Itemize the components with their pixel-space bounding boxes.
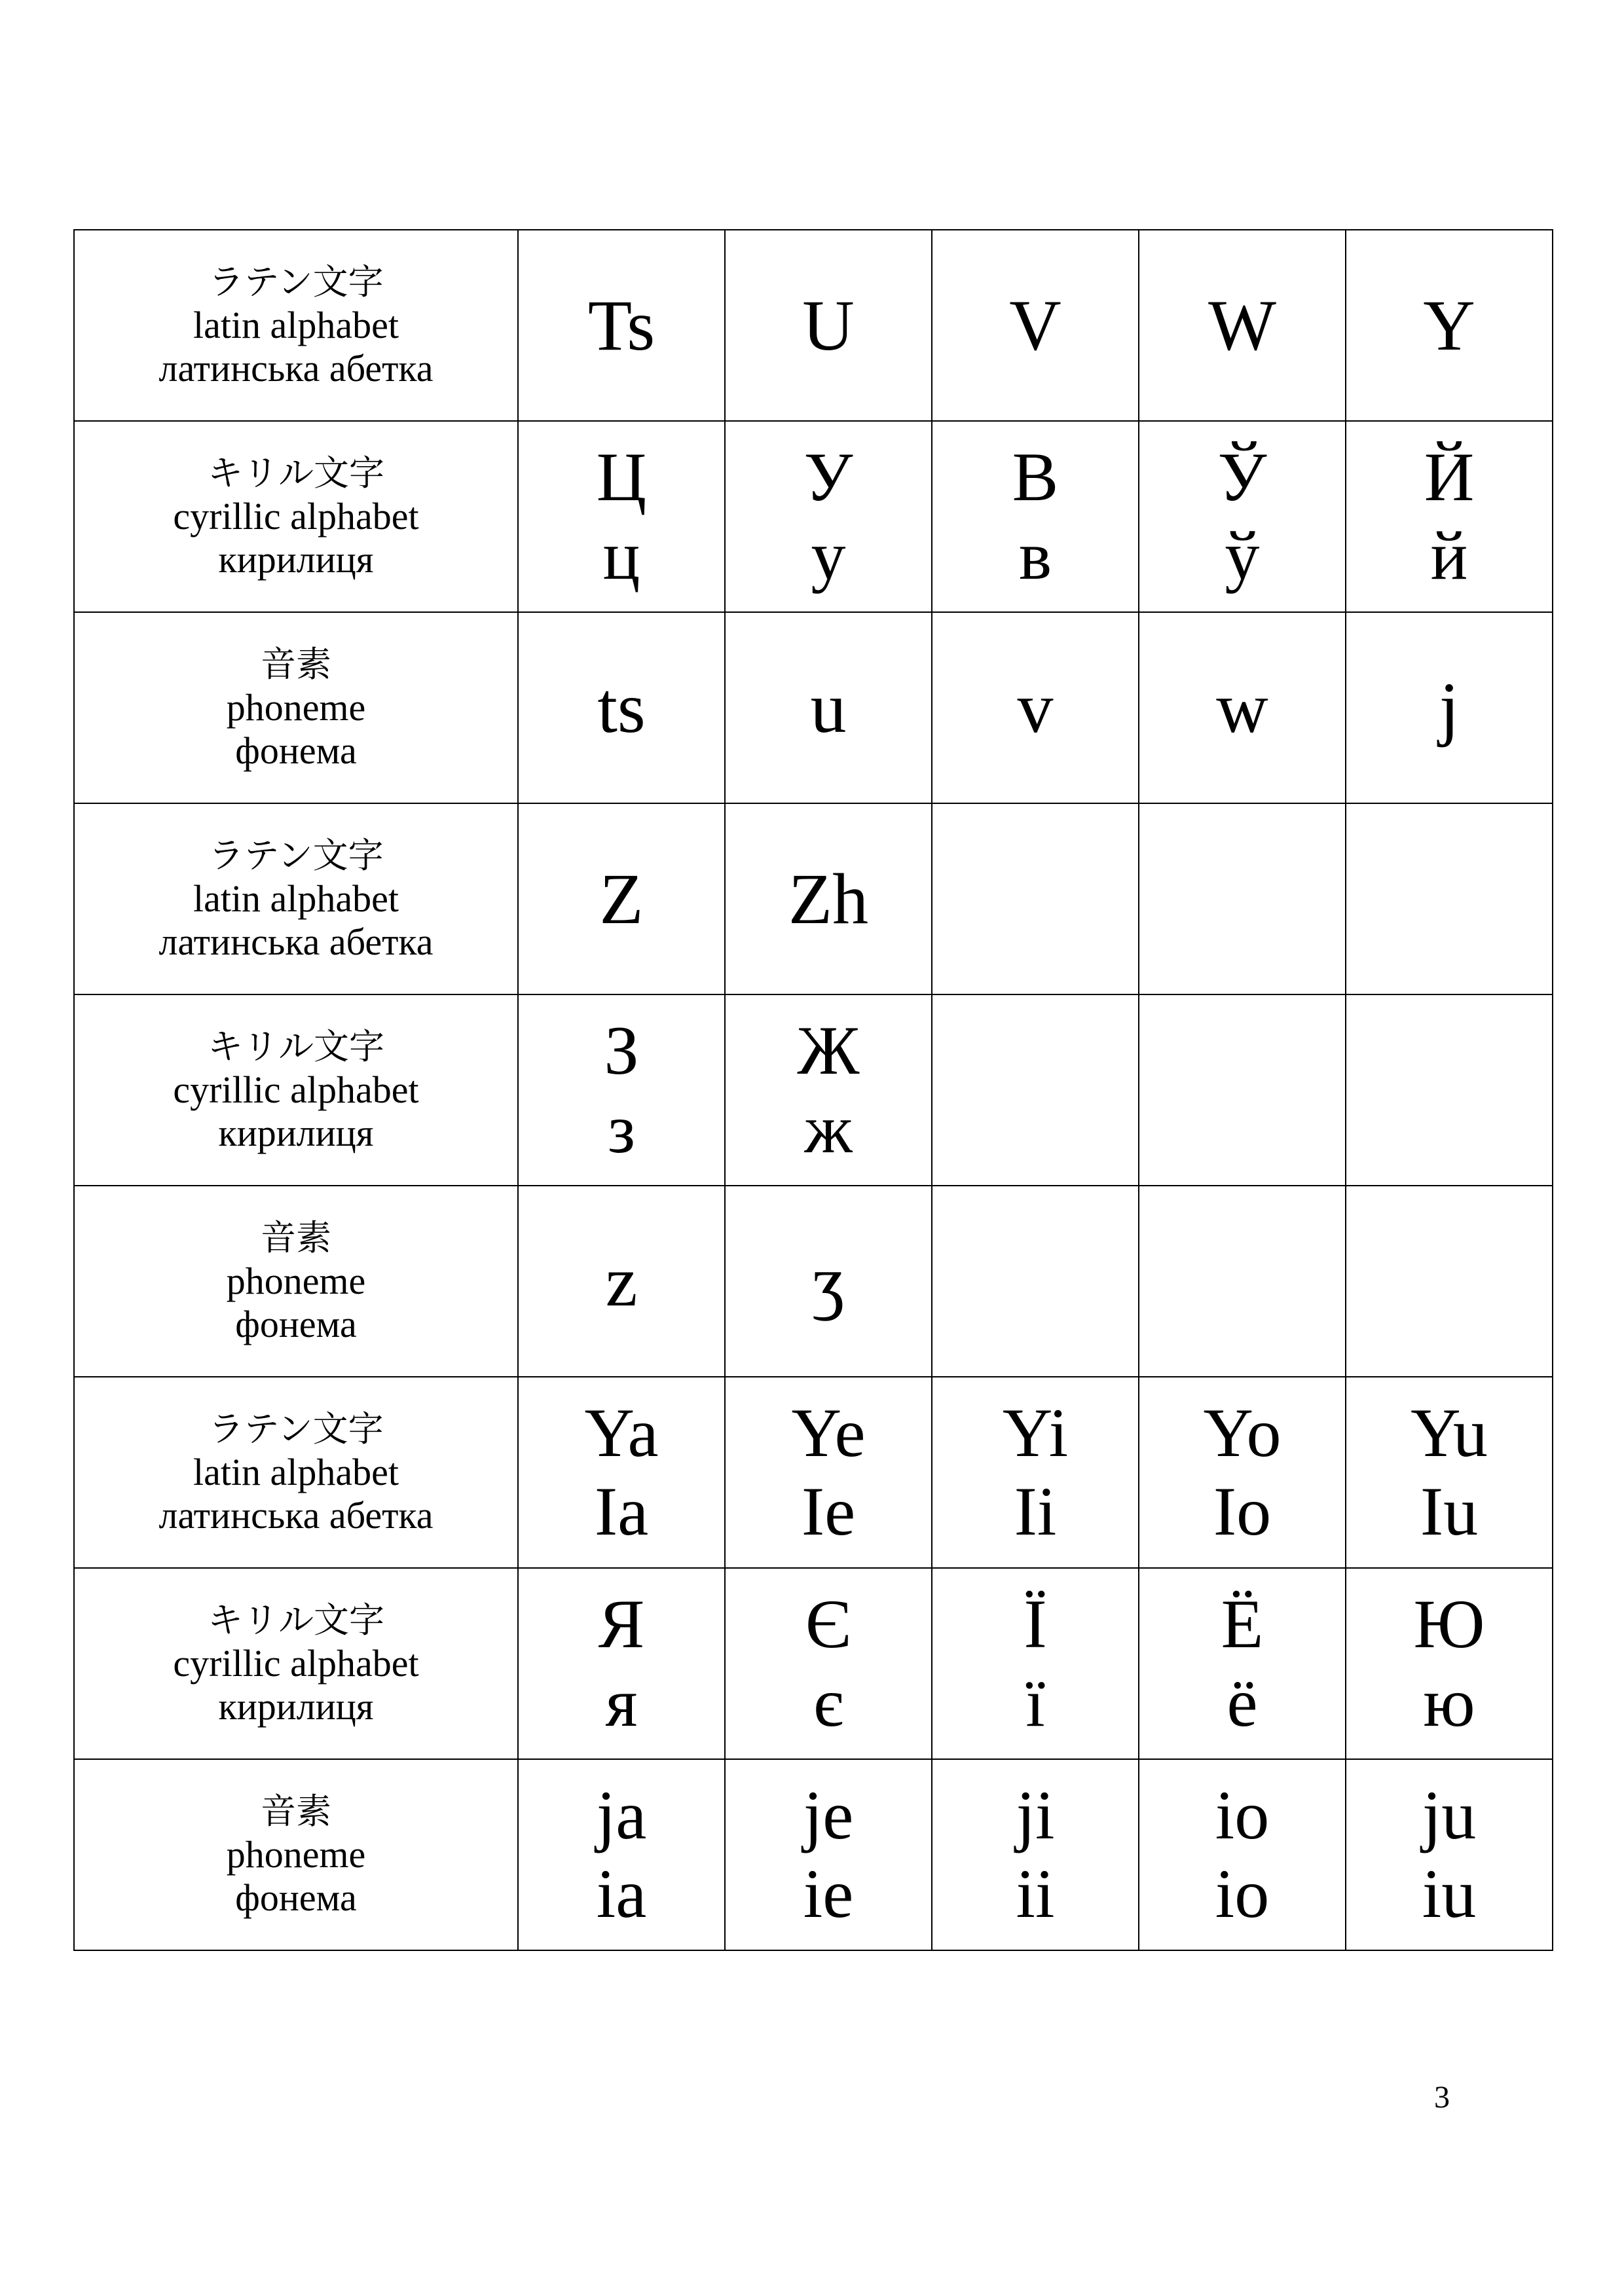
table-cell	[725, 230, 932, 421]
cell-text: w	[1216, 668, 1268, 748]
cell-text: з	[608, 1091, 635, 1167]
cell-text: ju	[1422, 1777, 1477, 1853]
table-cell	[518, 1568, 725, 1759]
table-cell	[725, 1568, 932, 1759]
cell-text: Ї	[1024, 1586, 1047, 1662]
table-cell	[932, 1186, 1139, 1377]
cell-text: Ё	[1221, 1586, 1264, 1662]
table-cell	[725, 1377, 932, 1568]
row-label-latin	[74, 230, 518, 421]
cell-text: Yi	[1002, 1394, 1069, 1471]
cell-text: ie	[803, 1855, 854, 1932]
row-label-line: фонема	[235, 1876, 357, 1919]
row-label-cyrillic	[74, 1568, 518, 1759]
row-label-cyrillic	[74, 994, 518, 1186]
table-cell	[518, 994, 725, 1186]
table-cell	[725, 803, 932, 994]
table-cell	[1139, 1186, 1346, 1377]
row-label-line: кирилиця	[218, 538, 374, 581]
cell-text: ї	[1025, 1664, 1045, 1741]
cell-text: W	[1208, 285, 1276, 365]
cell-text: ii	[1016, 1855, 1055, 1932]
row-label-line: cyrillic alphabet	[173, 1642, 419, 1685]
table-cell	[1139, 994, 1346, 1186]
cell-text: ia	[596, 1855, 647, 1932]
cell-text: Io	[1213, 1473, 1272, 1550]
table-cell	[1346, 803, 1553, 994]
table-cell	[518, 1186, 725, 1377]
row-label-line: latin alphabet	[193, 877, 399, 920]
cell-text: Ж	[797, 1012, 860, 1089]
table-row	[74, 230, 1553, 421]
table-cell	[1346, 230, 1553, 421]
table-row	[74, 994, 1553, 1186]
table-cell	[1139, 1759, 1346, 1950]
cell-text: Ii	[1014, 1473, 1057, 1550]
cell-text: U	[802, 285, 855, 365]
table-cell	[932, 803, 1139, 994]
cell-text: iu	[1422, 1855, 1477, 1932]
row-label-line: latin alphabet	[193, 1451, 399, 1493]
row-label-line: латинська абетка	[158, 920, 434, 963]
cell-text: je	[803, 1777, 854, 1853]
cell-text: ʒ	[812, 1241, 845, 1321]
row-label-line: кирилиця	[218, 1112, 374, 1154]
cell-text: z	[605, 1241, 638, 1321]
row-label-phoneme	[74, 1186, 518, 1377]
table-row	[74, 1568, 1553, 1759]
cell-text: Y	[1423, 285, 1475, 365]
cell-text: Iu	[1420, 1473, 1479, 1550]
table-row	[74, 1186, 1553, 1377]
cell-text: ю	[1423, 1664, 1475, 1741]
row-label-line: 音素	[261, 1791, 331, 1832]
table-cell	[1139, 803, 1346, 994]
cell-text: Zh	[788, 859, 869, 939]
row-label-line: латинська абетка	[158, 1494, 434, 1537]
row-label-line: кирилиця	[218, 1685, 374, 1728]
cell-text: Ю	[1413, 1586, 1485, 1662]
table-cell	[725, 1759, 932, 1950]
cell-text: V	[1009, 285, 1061, 365]
table-cell	[518, 1759, 725, 1950]
cell-text: io	[1215, 1777, 1270, 1853]
table-cell	[1139, 1568, 1346, 1759]
table-cell	[1346, 612, 1553, 803]
table-cell	[518, 230, 725, 421]
table-cell	[1139, 1377, 1346, 1568]
table-cell	[725, 421, 932, 612]
cell-text: Я	[598, 1586, 645, 1662]
cell-text: Ц	[596, 439, 647, 515]
table-cell	[518, 421, 725, 612]
row-label-line: ラテン文字	[208, 835, 384, 876]
cell-text: ja	[596, 1777, 647, 1853]
table-cell	[932, 421, 1139, 612]
cell-text: ж	[804, 1091, 853, 1167]
row-label-line: phoneme	[226, 686, 366, 729]
table-row	[74, 1377, 1553, 1568]
row-label-phoneme	[74, 1759, 518, 1950]
row-label-line: фонема	[235, 1303, 357, 1345]
cell-text: ў	[1225, 517, 1260, 594]
row-label-line: phoneme	[226, 1833, 366, 1876]
row-label-line: 音素	[261, 1217, 331, 1258]
row-label-line: キリル文字	[208, 1599, 384, 1641]
row-label-line: фонема	[235, 729, 357, 772]
table-cell	[725, 994, 932, 1186]
row-label-latin	[74, 1377, 518, 1568]
table-cell	[1139, 612, 1346, 803]
cell-text: j	[1439, 668, 1460, 748]
table-cell	[932, 1759, 1139, 1950]
table-cell	[518, 1377, 725, 1568]
cell-text: я	[605, 1664, 638, 1741]
cell-text: ts	[597, 668, 646, 748]
row-label-line: phoneme	[226, 1260, 366, 1302]
cell-text: є	[813, 1664, 843, 1741]
alphabet-table	[73, 229, 1553, 1951]
table-row	[74, 612, 1553, 803]
cell-text: v	[1017, 668, 1054, 748]
cell-text: З	[604, 1012, 639, 1089]
alphabet-table-body	[74, 230, 1553, 1950]
cell-text: Ia	[594, 1473, 649, 1550]
row-label-line: キリル文字	[208, 452, 384, 494]
cell-text: Й	[1424, 439, 1475, 515]
table-cell	[932, 1568, 1139, 1759]
table-cell	[1346, 994, 1553, 1186]
row-label-line: латинська абетка	[158, 347, 434, 390]
table-cell	[518, 803, 725, 994]
cell-text: Є	[805, 1586, 851, 1662]
cell-text: Z	[599, 859, 644, 939]
table-cell	[1139, 421, 1346, 612]
row-label-line: latin alphabet	[193, 304, 399, 346]
cell-text: Yo	[1203, 1394, 1282, 1471]
cell-text: й	[1430, 517, 1468, 594]
cell-text: Ў	[1217, 439, 1267, 515]
cell-text: Ie	[801, 1473, 856, 1550]
cell-text: ji	[1016, 1777, 1055, 1853]
table-row	[74, 421, 1553, 612]
table-cell	[1346, 1759, 1553, 1950]
cell-text: u	[810, 668, 847, 748]
table-row	[74, 803, 1553, 994]
table-cell	[1139, 230, 1346, 421]
table-cell	[932, 994, 1139, 1186]
row-label-line: キリル文字	[208, 1026, 384, 1067]
table-cell	[1346, 1377, 1553, 1568]
row-label-cyrillic	[74, 421, 518, 612]
row-label-line: ラテン文字	[208, 261, 384, 302]
cell-text: Ya	[584, 1394, 659, 1471]
table-cell	[932, 230, 1139, 421]
row-label-line: 音素	[261, 644, 331, 685]
row-label-latin	[74, 803, 518, 994]
cell-text: У	[803, 439, 853, 515]
cell-text: у	[811, 517, 846, 594]
cell-text: В	[1012, 439, 1059, 515]
table-cell	[1346, 1186, 1553, 1377]
table-cell	[932, 612, 1139, 803]
row-label-phoneme	[74, 612, 518, 803]
cell-text: в	[1018, 517, 1052, 594]
row-label-line: ラテン文字	[208, 1408, 384, 1449]
table-cell	[1346, 1568, 1553, 1759]
table-row	[74, 1759, 1553, 1950]
cell-text: Ye	[791, 1394, 866, 1471]
page-number: 3	[1434, 2080, 1450, 2115]
cell-text: io	[1215, 1855, 1270, 1932]
table-cell	[518, 612, 725, 803]
cell-text: Yu	[1411, 1394, 1488, 1471]
table-cell	[725, 612, 932, 803]
table-cell	[932, 1377, 1139, 1568]
table-cell	[725, 1186, 932, 1377]
cell-text: ц	[602, 517, 640, 594]
cell-text: Ts	[587, 285, 655, 365]
table-cell	[1346, 421, 1553, 612]
row-label-line: cyrillic alphabet	[173, 495, 419, 538]
cell-text: ё	[1227, 1664, 1258, 1741]
row-label-line: cyrillic alphabet	[173, 1068, 419, 1111]
